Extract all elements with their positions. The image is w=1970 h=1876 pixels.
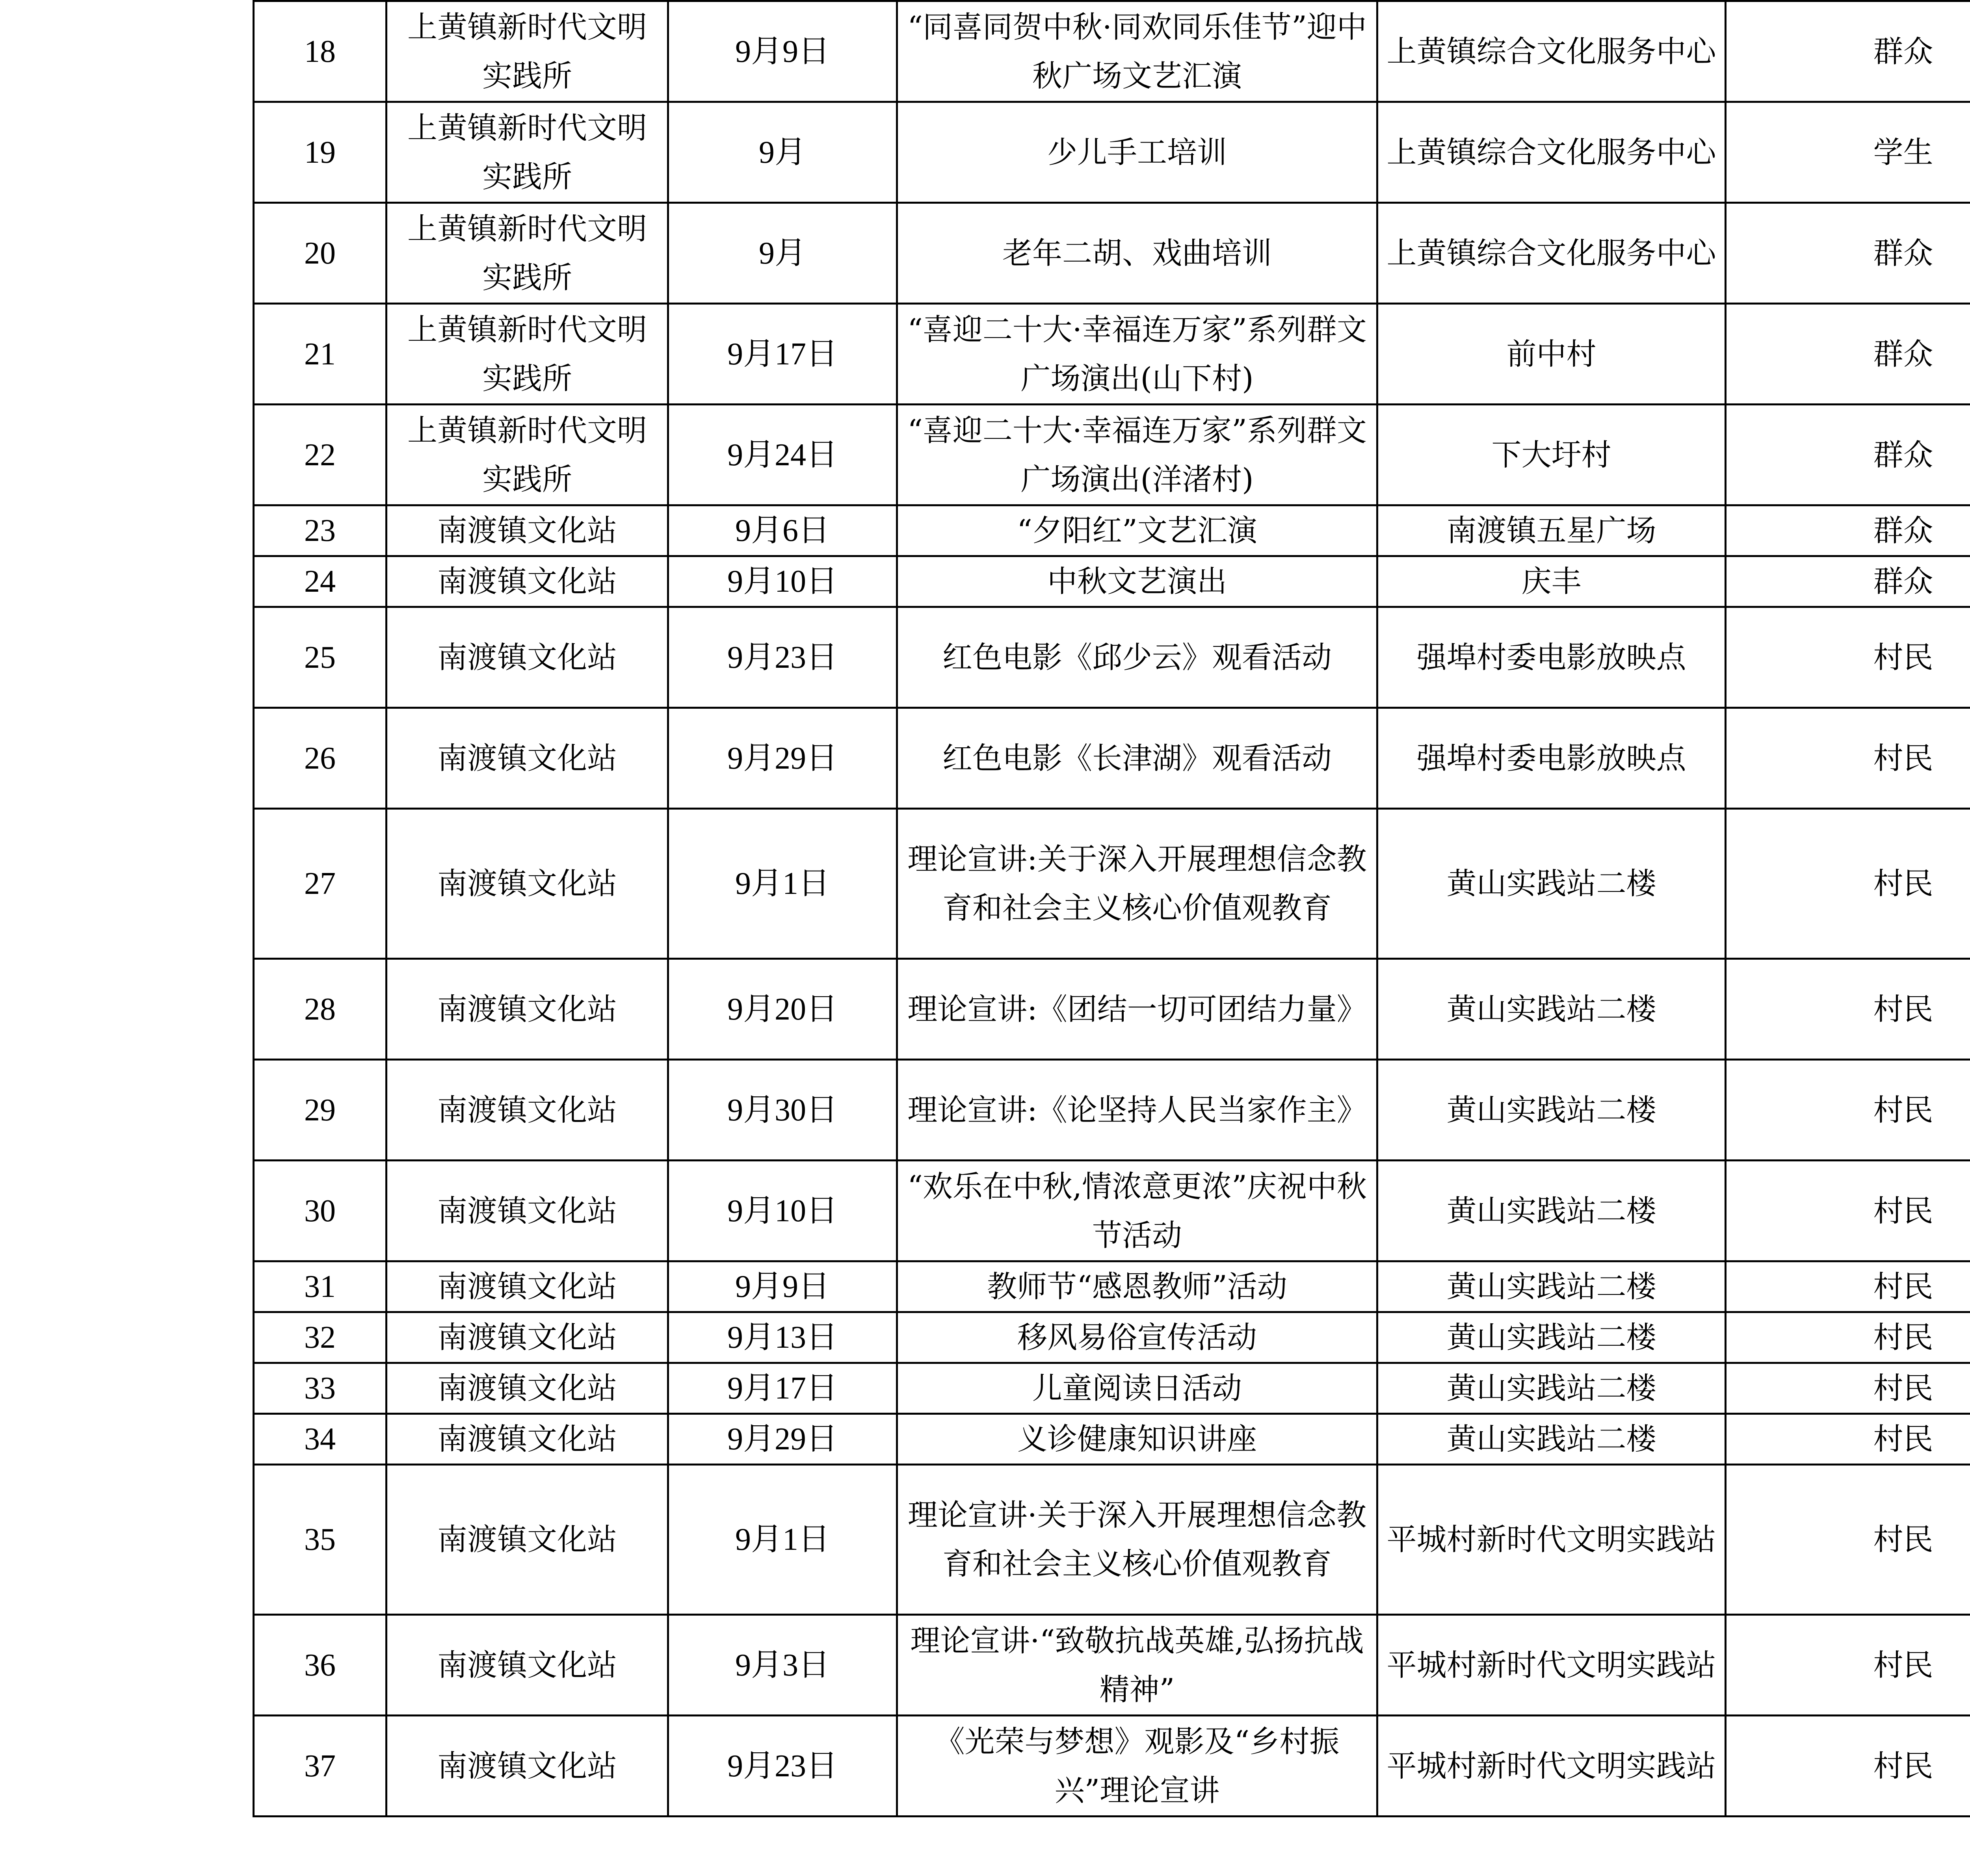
table-row [254,1363,1970,1414]
date-cell: 9月29日 [668,708,897,809]
organizer-cell: 上黄镇新时代文明实践所 [387,102,668,203]
venue-cell: 黄山实践站二楼 [1377,1363,1726,1414]
audience-cell: 村民 [1726,1261,1970,1312]
activity-cell: 理论宣讲·关于深入开展理想信念教育和社会主义核心价值观教育 [897,1465,1377,1615]
venue-cell: 庆丰 [1377,556,1726,607]
venue-cell: 黄山实践站二楼 [1377,1312,1726,1363]
audience-cell: 村民 [1726,1465,1970,1615]
organizer-cell: 南渡镇文化站 [387,1465,668,1615]
audience-cell: 群众 [1726,1,1970,102]
organizer-cell: 南渡镇文化站 [387,1060,668,1161]
activity-cell: “同喜同贺中秋·同欢同乐佳节”迎中秋广场文艺汇演 [897,1,1377,102]
row-number-cell: 22 [254,405,387,505]
activity-cell: 理论宣讲:《团结一切可团结力量》 [897,959,1377,1060]
venue-cell: 下大圩村 [1377,405,1726,505]
table-row [254,1465,1970,1615]
row-number-cell: 31 [254,1261,387,1312]
audience-cell: 村民 [1726,1060,1970,1161]
organizer-cell: 上黄镇新时代文明实践所 [387,203,668,304]
date-cell: 9月10日 [668,556,897,607]
organizer-cell: 南渡镇文化站 [387,607,668,708]
activity-cell: 《光荣与梦想》观影及“乡村振兴”理论宣讲 [897,1716,1377,1817]
table-row [254,556,1970,607]
date-cell: 9月 [668,102,897,203]
audience-cell: 村民 [1726,708,1970,809]
venue-cell: 前中村 [1377,304,1726,405]
audience-cell: 群众 [1726,556,1970,607]
row-number-cell: 27 [254,809,387,959]
table-row [254,708,1970,809]
table-row [254,1615,1970,1716]
date-cell: 9月23日 [668,607,897,708]
activity-cell: 理论宣讲·“致敬抗战英雄,弘扬抗战精神” [897,1615,1377,1716]
organizer-cell: 南渡镇文化站 [387,1161,668,1261]
audience-cell: 村民 [1726,1312,1970,1363]
venue-cell: 上黄镇综合文化服务中心 [1377,102,1726,203]
activity-cell: 教师节“感恩教师”活动 [897,1261,1377,1312]
row-number-cell: 30 [254,1161,387,1261]
row-number-cell: 36 [254,1615,387,1716]
organizer-cell: 南渡镇文化站 [387,1716,668,1817]
table-body [254,1,1970,1817]
organizer-cell: 上黄镇新时代文明实践所 [387,405,668,505]
audience-cell: 群众 [1726,505,1970,556]
date-cell: 9月17日 [668,1363,897,1414]
table-row [254,809,1970,959]
venue-cell: 平城村新时代文明实践站 [1377,1716,1726,1817]
date-cell: 9月 [668,203,897,304]
table-row [254,1060,1970,1161]
activity-cell: 移风易俗宣传活动 [897,1312,1377,1363]
table-row [254,1716,1970,1817]
table-row [254,1,1970,102]
table-row [254,203,1970,304]
organizer-cell: 南渡镇文化站 [387,1615,668,1716]
table-row [254,1161,1970,1261]
table-row [254,102,1970,203]
audience-cell: 村民 [1726,607,1970,708]
venue-cell: 黄山实践站二楼 [1377,809,1726,959]
activity-cell: 儿童阅读日活动 [897,1363,1377,1414]
table-row [254,405,1970,505]
date-cell: 9月20日 [668,959,897,1060]
row-number-cell: 24 [254,556,387,607]
date-cell: 9月3日 [668,1615,897,1716]
date-cell: 9月6日 [668,505,897,556]
venue-cell: 黄山实践站二楼 [1377,1414,1726,1465]
venue-cell: 平城村新时代文明实践站 [1377,1465,1726,1615]
venue-cell: 上黄镇综合文化服务中心 [1377,1,1726,102]
organizer-cell: 南渡镇文化站 [387,1414,668,1465]
activity-cell: 理论宣讲:关于深入开展理想信念教育和社会主义核心价值观教育 [897,809,1377,959]
audience-cell: 村民 [1726,809,1970,959]
organizer-cell: 上黄镇新时代文明实践所 [387,304,668,405]
organizer-cell: 南渡镇文化站 [387,1363,668,1414]
date-cell: 9月17日 [668,304,897,405]
activity-cell: “喜迎二十大·幸福连万家”系列群文广场演出(山下村) [897,304,1377,405]
venue-cell: 上黄镇综合文化服务中心 [1377,203,1726,304]
audience-cell: 村民 [1726,1414,1970,1465]
row-number-cell: 18 [254,1,387,102]
date-cell: 9月29日 [668,1414,897,1465]
activity-cell: 少儿手工培训 [897,102,1377,203]
activity-cell: “夕阳红”文艺汇演 [897,505,1377,556]
organizer-cell: 南渡镇文化站 [387,959,668,1060]
audience-cell: 村民 [1726,1615,1970,1716]
organizer-cell: 南渡镇文化站 [387,1312,668,1363]
date-cell: 9月30日 [668,1060,897,1161]
table-row [254,959,1970,1060]
date-cell: 9月13日 [668,1312,897,1363]
activity-cell: 红色电影《长津湖》观看活动 [897,708,1377,809]
date-cell: 9月24日 [668,405,897,505]
activity-schedule-table [253,0,1970,1817]
organizer-cell: 南渡镇文化站 [387,809,668,959]
activity-cell: 中秋文艺演出 [897,556,1377,607]
row-number-cell: 29 [254,1060,387,1161]
row-number-cell: 20 [254,203,387,304]
audience-cell: 村民 [1726,1716,1970,1817]
organizer-cell: 南渡镇文化站 [387,1261,668,1312]
activity-cell: 理论宣讲:《论坚持人民当家作主》 [897,1060,1377,1161]
activity-cell: 红色电影《邱少云》观看活动 [897,607,1377,708]
row-number-cell: 25 [254,607,387,708]
table-row [254,607,1970,708]
row-number-cell: 19 [254,102,387,203]
table-row [254,1312,1970,1363]
venue-cell: 黄山实践站二楼 [1377,1161,1726,1261]
organizer-cell: 上黄镇新时代文明实践所 [387,1,668,102]
row-number-cell: 28 [254,959,387,1060]
audience-cell: 群众 [1726,405,1970,505]
venue-cell: 强埠村委电影放映点 [1377,607,1726,708]
date-cell: 9月1日 [668,1465,897,1615]
venue-cell: 黄山实践站二楼 [1377,1060,1726,1161]
audience-cell: 学生 [1726,102,1970,203]
activity-cell: 义诊健康知识讲座 [897,1414,1377,1465]
table-row [254,304,1970,405]
row-number-cell: 33 [254,1363,387,1414]
venue-cell: 黄山实践站二楼 [1377,1261,1726,1312]
row-number-cell: 32 [254,1312,387,1363]
row-number-cell: 34 [254,1414,387,1465]
date-cell: 9月10日 [668,1161,897,1261]
venue-cell: 平城村新时代文明实践站 [1377,1615,1726,1716]
audience-cell: 村民 [1726,959,1970,1060]
row-number-cell: 21 [254,304,387,405]
table-row [254,1414,1970,1465]
row-number-cell: 35 [254,1465,387,1615]
venue-cell: 强埠村委电影放映点 [1377,708,1726,809]
audience-cell: 群众 [1726,304,1970,405]
date-cell: 9月23日 [668,1716,897,1817]
activity-cell: “喜迎二十大·幸福连万家”系列群文广场演出(洋渚村) [897,405,1377,505]
activity-cell: “欢乐在中秋,情浓意更浓”庆祝中秋节活动 [897,1161,1377,1261]
organizer-cell: 南渡镇文化站 [387,556,668,607]
venue-cell: 黄山实践站二楼 [1377,959,1726,1060]
date-cell: 9月1日 [668,809,897,959]
audience-cell: 村民 [1726,1363,1970,1414]
table-row [254,1261,1970,1312]
organizer-cell: 南渡镇文化站 [387,708,668,809]
row-number-cell: 23 [254,505,387,556]
date-cell: 9月9日 [668,1,897,102]
activity-cell: 老年二胡、戏曲培训 [897,203,1377,304]
venue-cell: 南渡镇五星广场 [1377,505,1726,556]
date-cell: 9月9日 [668,1261,897,1312]
table-row [254,505,1970,556]
audience-cell: 群众 [1726,203,1970,304]
audience-cell: 村民 [1726,1161,1970,1261]
row-number-cell: 26 [254,708,387,809]
row-number-cell: 37 [254,1716,387,1817]
organizer-cell: 南渡镇文化站 [387,505,668,556]
